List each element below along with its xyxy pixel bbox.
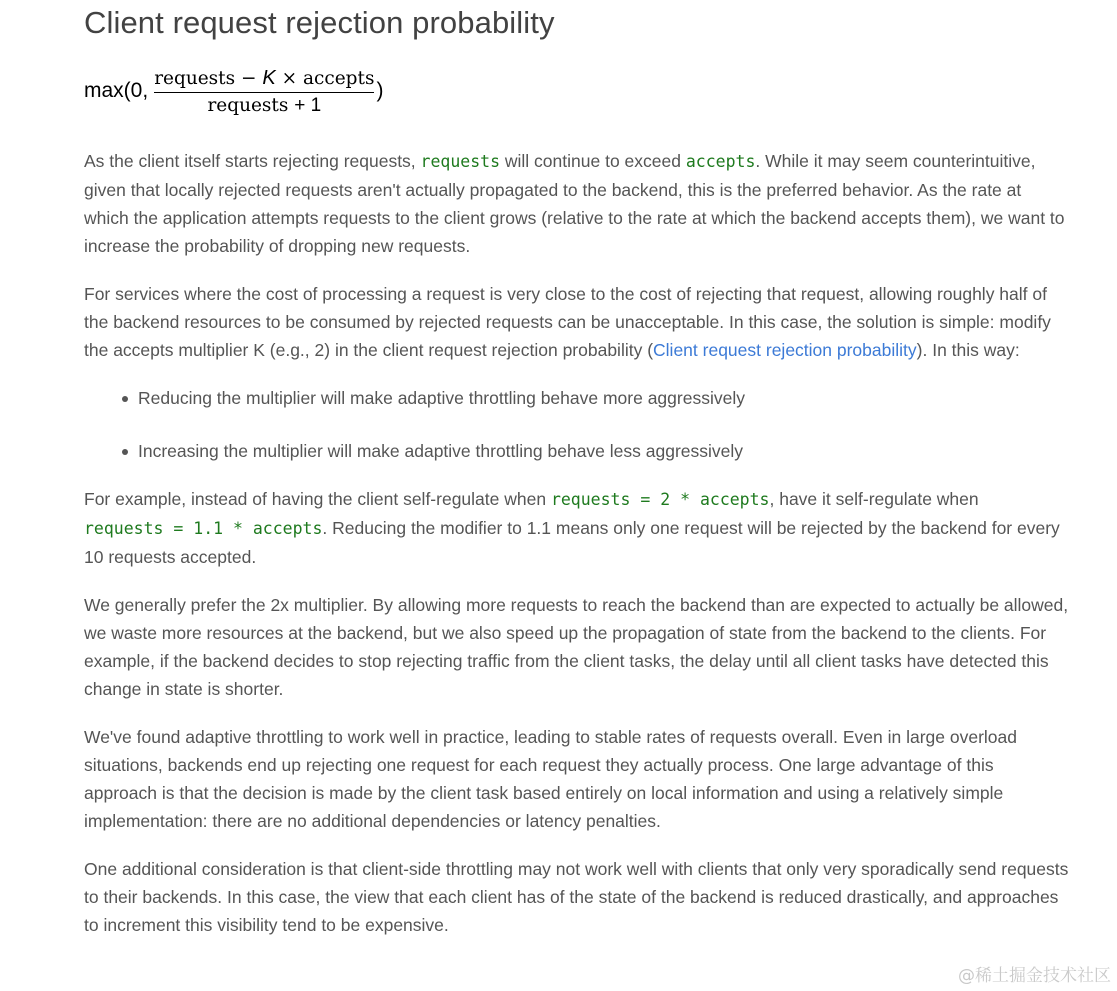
list-item: Increasing the multiplier will make adaptive throttling behave less aggressively	[138, 437, 1069, 465]
paragraph-additional-consideration: One additional consideration is that client-side throttling may not work well with clients that only very sporadically send requests to their backends. In this case, the view that each client has of the state of the backend is reduced drastically, and approaches to increment this visibility tend to be expensive.	[84, 859, 1069, 935]
formula-denominator: requests + 1	[207, 95, 322, 116]
formula-close-paren: )	[376, 79, 384, 102]
paragraph-client-rejection: As the client itself starts rejecting requests, requests will continue to exceed accepts. While it may seem counterintuitive, given that locally rejected requests aren't actually propagated to the backend, this is the preferred behavior. As the rate at which the application attempts requests to the client grows (relative to the rate at which the backend accepts them), we want to increase the probability of dropping new requests.	[84, 151, 1065, 256]
section-heading: Client request rejection probability	[84, 5, 555, 40]
code-requests-2x: requests = 2 * accepts	[550, 490, 770, 509]
formula-fraction	[154, 65, 374, 119]
multiplier-effects-list	[84, 384, 1069, 465]
paragraph-2x-multiplier: We generally prefer the 2x multiplier. By allowing more requests to reach the backend than are expected to actually be allowed, we waste more resources at the backend, but we also speed up the propagation of state from the backend to the clients. For example, if the backend decides to stop rejecting traffic from the client tasks, the delay until all client tasks have detected this change in state is shorter.	[84, 595, 1069, 699]
code-requests: requests	[420, 152, 501, 171]
list-item: Reducing the multiplier will make adaptive throttling behave more aggressively	[138, 384, 1069, 412]
paragraph-adaptive-throttling: We've found adaptive throttling to work well in practice, leading to stable rates of requests overall. Even in large overload situations, backends end up rejecting one request for each request they actually process. One large advantage of this approach is that the decision is made by the client task based entirely on local information and using a relatively simple implementation: there are no additional dependencies or latency penalties.	[84, 727, 1017, 831]
formula-function: max(0,	[84, 79, 149, 102]
article-content	[84, 0, 1069, 939]
paragraph-example: For example, instead of having the client self-regulate when requests = 2 * accepts, have it self-regulate when requests = 1.1 * accepts. Reducing the modifier to 1.1 means only one request will be rejected by the backend for every 10 requests accepted.	[84, 489, 1060, 567]
rejection-probability-formula	[84, 62, 1069, 120]
formula-numerator: requests − K × accepts	[154, 67, 375, 89]
code-requests-1-1x: requests = 1.1 * accepts	[84, 519, 323, 538]
watermark: @稀土掘金技术社区	[958, 966, 1111, 986]
code-accepts: accepts	[685, 152, 756, 171]
formula-reference-link[interactable]: Client request rejection probability	[653, 340, 917, 360]
formula-k-variable: K	[262, 67, 276, 89]
paragraph-services-cost: For services where the cost of processing a request is very close to the cost of rejecting that request, allowing roughly half of the backend resources to be consumed by rejected requests can be unacceptable. In this case, the solution is simple: modify the accepts multiplier K (e.g., 2) in the client request rejection probability (Client request rejection probability). In this way:	[84, 284, 1051, 360]
